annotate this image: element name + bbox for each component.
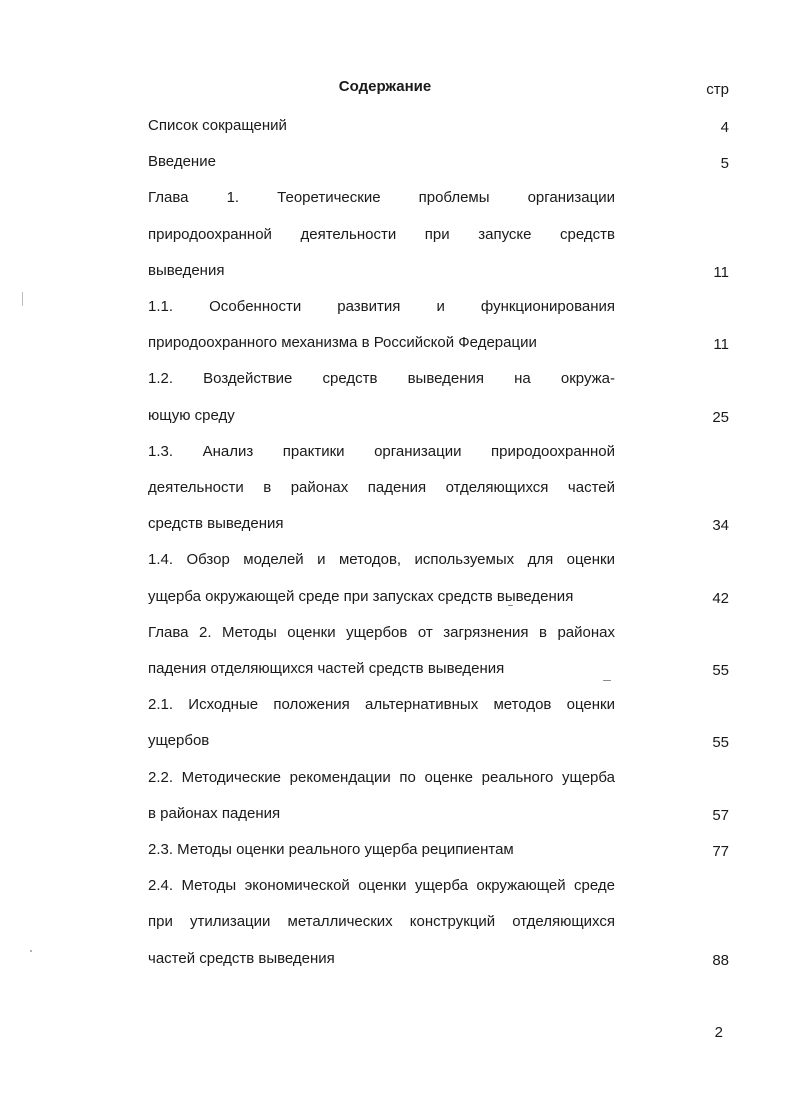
toc-entry-page: 11	[713, 336, 729, 354]
toc-entry-line: 2.1. Исходные положения альтернативных методов оценки	[148, 696, 615, 714]
toc-entry-line: частей средств выведения	[148, 949, 335, 967]
toc-entry-page: 77	[712, 843, 729, 860]
scan-speck	[30, 950, 32, 952]
toc-entry-line: деятельности в районах падения отделяющихся частей	[148, 479, 615, 496]
toc-entry-page: 11	[713, 263, 729, 281]
page-title: Содержание	[338, 78, 432, 95]
page-column-label: стр	[706, 81, 729, 98]
toc-entry-page: 55	[712, 734, 729, 752]
toc-entry-line: 2.2. Методические рекомендации по оценке реального ущерба	[148, 768, 615, 786]
toc-entry-line: 2.3. Методы оценки реального ущерба реципиентам	[148, 841, 514, 858]
scan-speck	[603, 680, 611, 681]
toc-entry-line: ущерба окружающей среде при запусках средств выведения	[148, 587, 574, 605]
page-number: 2	[714, 1024, 723, 1041]
toc-entry-page: 34	[712, 517, 729, 535]
toc-entry-line: природоохранной деятельности при запуске средств	[148, 225, 615, 243]
toc-entry-line: средств выведения	[148, 515, 284, 533]
toc-entry-page: 4	[720, 119, 729, 136]
toc-entry-line: 1.3. Анализ практики организации природоохранной	[148, 442, 615, 460]
toc-entry-page: 5	[720, 155, 729, 173]
toc-entry-line: Введение	[148, 153, 216, 171]
scan-speck	[22, 292, 23, 306]
toc-entry-line: выведения	[148, 261, 225, 279]
toc-entry-page: 42	[712, 589, 729, 607]
toc-entry-line: 1.2. Воздействие средств выведения на окружа-	[148, 370, 615, 388]
scan-speck	[508, 605, 513, 606]
toc-entry-line: Глава 1. Теоретические проблемы организации	[148, 189, 615, 207]
toc-entry-page: 88	[712, 951, 729, 969]
toc-entry-page: 57	[712, 806, 729, 824]
toc-entry-line: при утилизации металлических конструкций отделяющихся	[148, 913, 615, 931]
toc-entry-line: ющую среду	[148, 406, 235, 424]
toc-entry-page: 25	[712, 408, 729, 426]
toc-entry-line: ущербов	[148, 732, 210, 750]
toc-entry-line: Глава 2. Методы оценки ущербов от загрязнения в районах	[148, 623, 615, 641]
toc-entry-line: 2.4. Методы экономической оценки ущерба окружающей среде	[148, 877, 615, 895]
toc-entry-line: падения отделяющихся частей средств выведения	[148, 660, 505, 677]
toc-entry-line: 1.1. Особенности развития и функционирования	[148, 298, 615, 315]
toc-entry-line: в районах падения	[148, 804, 281, 822]
toc-entry-line: Список сокращений	[148, 117, 287, 134]
toc-entry-page: 55	[712, 662, 729, 679]
toc-entry-line: 1.4. Обзор моделей и методов, используемых для оценки	[148, 551, 615, 569]
toc-entry-line: природоохранного механизма в Российской Федерации	[148, 334, 537, 352]
